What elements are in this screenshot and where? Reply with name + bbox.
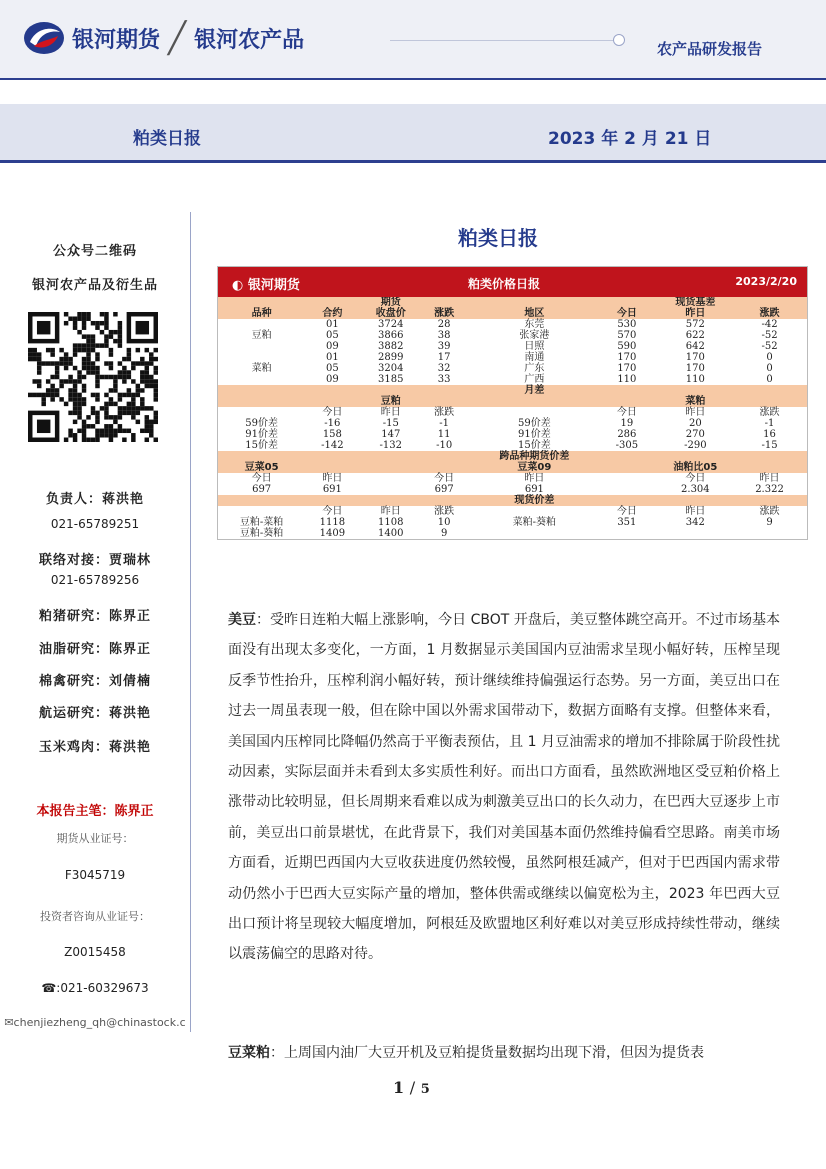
table-cell: 11 bbox=[437, 429, 451, 440]
table-cell: 91价差 bbox=[518, 429, 551, 440]
table-row bbox=[218, 495, 807, 506]
qr-code-icon bbox=[28, 312, 158, 442]
table-cell: 01 bbox=[325, 352, 339, 363]
table-cell bbox=[218, 374, 305, 385]
table-cell: 697 bbox=[252, 484, 272, 495]
table-cell bbox=[739, 528, 799, 539]
table-cell: 豆菜05 bbox=[218, 462, 305, 473]
sidebar-line: 棉禽研究：刘倩楠 bbox=[38, 674, 151, 689]
table-row bbox=[218, 528, 807, 539]
table-cell bbox=[305, 462, 359, 473]
table-cell bbox=[422, 462, 466, 473]
table-cell bbox=[800, 385, 807, 396]
galaxy-logo-icon bbox=[22, 20, 66, 56]
document-title: 粕类日报 bbox=[458, 226, 538, 250]
table-cell: 今日 bbox=[251, 473, 272, 484]
table-cell bbox=[800, 308, 807, 319]
table-cell bbox=[603, 473, 652, 484]
sidebar-line: 期货从业证号： bbox=[56, 832, 134, 845]
table-cell: 286 bbox=[617, 429, 637, 440]
table-cell bbox=[651, 528, 739, 539]
sidebar-line: 负责人：蒋洪艳 bbox=[45, 492, 144, 507]
table-cell bbox=[218, 396, 305, 407]
table-cell bbox=[603, 396, 652, 407]
table-logo: ◐ 银河期货 bbox=[232, 278, 300, 293]
table-title: 粕类价格日报 bbox=[468, 277, 541, 291]
table-cell bbox=[359, 462, 422, 473]
table-row bbox=[218, 407, 807, 418]
table-row bbox=[218, 308, 807, 319]
table-header bbox=[218, 267, 807, 297]
table-cell: 合约 bbox=[305, 308, 359, 319]
table-cell: 59价差 bbox=[518, 418, 551, 429]
table-cell: 33 bbox=[437, 374, 451, 385]
table-cell: 642 bbox=[685, 341, 705, 352]
table-cell: 17 bbox=[437, 352, 451, 363]
table-cell bbox=[422, 385, 466, 396]
sidebar-line: ☎:021-60329673 bbox=[41, 981, 149, 995]
table-cell bbox=[359, 473, 422, 484]
table-cell bbox=[800, 407, 807, 418]
table-cell bbox=[800, 297, 807, 308]
qr-title: 公众号二维码 bbox=[52, 244, 137, 259]
table-cell: 9 bbox=[766, 517, 773, 528]
table-cell bbox=[359, 451, 422, 462]
table-cell: -132 bbox=[379, 440, 402, 451]
table-cell: 今日 bbox=[322, 407, 343, 418]
table-cell bbox=[466, 407, 602, 418]
table-cell: 广东 bbox=[524, 363, 545, 374]
table-cell bbox=[305, 396, 359, 407]
table-cell bbox=[651, 495, 739, 506]
table-date: 2023/2/20 bbox=[735, 275, 797, 288]
report-date: 2023 年 2 月 21 日 bbox=[548, 129, 712, 149]
table-cell bbox=[466, 396, 602, 407]
table-cell: -305 bbox=[615, 440, 639, 451]
table-cell: 涨跌 bbox=[739, 308, 799, 319]
table-cell: 9 bbox=[440, 528, 448, 539]
qr-subtitle: 银河农产品及衍生品 bbox=[31, 278, 158, 293]
table-cell: -142 bbox=[321, 440, 344, 451]
table-cell: 昨日 bbox=[759, 473, 780, 484]
price-table bbox=[217, 266, 808, 540]
table-cell: 0 bbox=[766, 352, 773, 363]
brand-logo bbox=[22, 20, 304, 56]
table-cell bbox=[739, 495, 799, 506]
table-cell bbox=[218, 341, 305, 352]
table-row bbox=[218, 297, 807, 308]
table-row bbox=[218, 462, 807, 473]
table-cell bbox=[422, 495, 466, 506]
para-text: ：上周国内油厂大豆开机及豆粕提货量数据均出现下滑，但因为提货表 bbox=[270, 1045, 704, 1061]
sidebar-line: 航运研究：蒋洪艳 bbox=[38, 706, 151, 721]
table-cell: 3185 bbox=[378, 374, 404, 385]
table-cell: 10 bbox=[437, 517, 451, 528]
table-cell: 涨跌 bbox=[759, 407, 780, 418]
table-cell: 0 bbox=[766, 363, 773, 374]
table-cell: 570 bbox=[617, 330, 637, 341]
table-cell bbox=[466, 297, 602, 308]
table-row bbox=[218, 363, 807, 374]
table-cell bbox=[603, 297, 652, 308]
table-cell: 跨品种期货价差 bbox=[466, 451, 602, 462]
table-cell: 09 bbox=[325, 341, 339, 352]
table-cell: 170 bbox=[617, 352, 637, 363]
table-cell: 豆粕 bbox=[251, 330, 272, 341]
table-cell: 昨日 bbox=[685, 506, 706, 517]
table-cell: 地区 bbox=[466, 308, 602, 319]
table-cell bbox=[359, 385, 422, 396]
brand-name: 银河期货 bbox=[72, 27, 161, 53]
table-row bbox=[218, 352, 807, 363]
table-cell bbox=[603, 451, 652, 462]
table-cell: 3866 bbox=[378, 330, 404, 341]
table-cell: 147 bbox=[381, 429, 401, 440]
table-cell: 158 bbox=[322, 429, 342, 440]
table-cell: 豆粕-菜粕 bbox=[239, 517, 284, 528]
table-cell: 3204 bbox=[378, 363, 404, 374]
table-row bbox=[218, 484, 807, 495]
table-cell: 1108 bbox=[378, 517, 404, 528]
table-cell: 91价差 bbox=[245, 429, 278, 440]
table-cell bbox=[800, 517, 807, 528]
table-cell bbox=[305, 451, 359, 462]
table-cell bbox=[305, 495, 359, 506]
header-divider bbox=[0, 78, 826, 80]
table-cell: 品种 bbox=[218, 308, 305, 319]
page-total: 5 bbox=[420, 1082, 430, 1097]
table-cell: 01 bbox=[325, 319, 339, 330]
table-cell: 59价差 bbox=[245, 418, 278, 429]
table-cell: 170 bbox=[685, 363, 705, 374]
table-row bbox=[218, 330, 807, 341]
table-cell: 豆粕-葵粕 bbox=[239, 528, 284, 539]
table-cell bbox=[218, 319, 305, 330]
sidebar-line: 粕猪研究：陈界正 bbox=[38, 609, 151, 624]
table-cell bbox=[800, 418, 807, 429]
sidebar-line: ✉chenjiezheng_qh@chinastock.c bbox=[4, 1016, 186, 1029]
table-cell: 南通 bbox=[524, 352, 545, 363]
table-cell: 697 bbox=[434, 484, 454, 495]
table-cell: -42 bbox=[761, 319, 778, 330]
table-cell bbox=[218, 385, 305, 396]
table-cell: 16 bbox=[763, 429, 776, 440]
page-sep: / bbox=[409, 1078, 416, 1097]
table-cell bbox=[359, 484, 422, 495]
table-row bbox=[218, 319, 807, 330]
table-cell: 32 bbox=[437, 363, 451, 374]
table-cell: 110 bbox=[617, 374, 637, 385]
table-cell: 38 bbox=[437, 330, 451, 341]
table-cell: 昨日 bbox=[322, 473, 343, 484]
table-cell: 今日 bbox=[685, 473, 706, 484]
table-cell: 270 bbox=[685, 429, 705, 440]
table-row bbox=[218, 473, 807, 484]
sidebar-line: 021-65789251 bbox=[50, 517, 140, 531]
page-number bbox=[393, 1078, 430, 1097]
table-cell: -52 bbox=[761, 341, 778, 352]
table-cell: 691 bbox=[524, 484, 544, 495]
table-cell bbox=[422, 451, 466, 462]
header-deco-dot bbox=[613, 34, 625, 46]
table-cell: 广西 bbox=[524, 374, 545, 385]
table-cell: 今日 bbox=[616, 407, 637, 418]
table-cell: 今日 bbox=[603, 308, 652, 319]
table-cell bbox=[218, 352, 305, 363]
para-lead: 豆菜粕 bbox=[228, 1045, 270, 1061]
table-cell: 3724 bbox=[378, 319, 404, 330]
table-row bbox=[218, 451, 807, 462]
paragraph-soybean bbox=[228, 605, 780, 970]
table-cell bbox=[603, 462, 652, 473]
table-cell bbox=[603, 385, 652, 396]
table-cell bbox=[739, 385, 799, 396]
table-row bbox=[218, 440, 807, 451]
table-row bbox=[218, 341, 807, 352]
table-cell bbox=[466, 528, 602, 539]
sidebar-line: Z0015458 bbox=[64, 945, 126, 959]
table-cell bbox=[603, 484, 652, 495]
table-cell bbox=[800, 352, 807, 363]
table-cell: 110 bbox=[685, 374, 705, 385]
table-cell bbox=[422, 396, 466, 407]
table-cell: -1 bbox=[764, 418, 775, 429]
table-cell: 现货价差 bbox=[466, 495, 602, 506]
table-cell: 菜粕-葵粕 bbox=[512, 517, 557, 528]
table-cell: 昨日 bbox=[380, 506, 401, 517]
table-cell: 涨跌 bbox=[434, 407, 455, 418]
table-cell bbox=[800, 363, 807, 374]
table-cell: -16 bbox=[324, 418, 341, 429]
table-cell bbox=[739, 451, 799, 462]
table-row bbox=[218, 429, 807, 440]
table-cell bbox=[800, 506, 807, 517]
report-type: 农产品研发报告 bbox=[656, 40, 762, 58]
table-row bbox=[218, 396, 807, 407]
table-cell: 39 bbox=[437, 341, 451, 352]
brand-slash: ╱ bbox=[168, 20, 187, 56]
header-deco-line bbox=[390, 40, 615, 41]
table-cell: 昨日 bbox=[651, 308, 739, 319]
table-cell: 342 bbox=[685, 517, 705, 528]
sidebar-line: 油脂研究：陈界正 bbox=[38, 642, 151, 657]
page-current: 1 bbox=[393, 1078, 405, 1097]
sidebar-line: 玉米鸡肉：蒋洪艳 bbox=[38, 740, 151, 755]
sidebar-line: F3045719 bbox=[64, 868, 126, 882]
sidebar-line: 投资者咨询从业证号： bbox=[40, 910, 150, 923]
para-lead: 美豆 bbox=[228, 612, 257, 628]
table-cell bbox=[422, 297, 466, 308]
table-cell bbox=[800, 374, 807, 385]
table-cell: 2899 bbox=[378, 352, 404, 363]
table-cell bbox=[739, 396, 799, 407]
table-cell: -290 bbox=[684, 440, 707, 451]
table-cell: 今日 bbox=[434, 473, 455, 484]
table-row bbox=[218, 418, 807, 429]
table-cell: 09 bbox=[325, 374, 339, 385]
table-cell: 收盘价 bbox=[359, 308, 422, 319]
table-cell bbox=[800, 528, 807, 539]
table-cell: 19 bbox=[620, 418, 634, 429]
table-cell: -10 bbox=[436, 440, 453, 451]
table-cell: 3882 bbox=[378, 341, 404, 352]
table-cell: 东莞 bbox=[524, 319, 545, 330]
table-cell: 涨跌 bbox=[759, 506, 780, 517]
para-text: ：受昨日连粕大幅上涨影响，今日 CBOT 开盘后，美豆整体跳空高开。不过市场基本面没有出现太多变化，一方面，1 月数据显示美国国内豆油需求呈现小幅好转，压榨呈现反季节性抬升，压榨利润小幅好转，预计继续维持偏强运行态势。另一方面，美豆出口在过去一周虽表现一般，但在除中国以外需求国带动下，数据方面略有支撑。但整体来看，美国国内压榨同比降幅仍然高于平衡表预估，且 1 月豆油需求的增加不排除属于阶段性扰动因素，实际层面并未看到太多实质性利好。而出口方面看，虽然欧洲地区受豆粕价格上涨带动比较明显，但长周期来看难以成为刺激美豆出口的长久动力，在巴西大豆逐步上市前，美豆出口前景堪忧，在此背景下，我们对美国基本面仍然维持偏看空思路。南美市场方面看，近期巴西国内大豆收获进度仍然较慢，虽然阿根廷减产，但对于巴西国内需求带动仍然小于巴西大豆实际产量的增加，整体供需或继续以偏宽松为主，2023 年巴西大豆出口预计将呈现较大幅度增加，阿根廷及欧盟地区利好难以对美豆形成持续性带动，继续以震荡偏空的思路对待。 bbox=[228, 612, 781, 963]
table-cell: 昨日 bbox=[524, 473, 545, 484]
band-divider bbox=[0, 160, 826, 163]
sidebar-line: 本报告主笔：陈界正 bbox=[36, 804, 154, 819]
table-cell: 豆菜09 bbox=[466, 462, 602, 473]
table-cell bbox=[800, 473, 807, 484]
table-cell: 622 bbox=[685, 330, 705, 341]
table-cell bbox=[800, 495, 807, 506]
table-cell bbox=[603, 528, 652, 539]
band-title: 粕类日报 bbox=[133, 129, 201, 149]
table-cell bbox=[800, 462, 807, 473]
table-cell: 15价差 bbox=[245, 440, 278, 451]
paragraph-meal bbox=[228, 1038, 780, 1068]
table-cell bbox=[218, 297, 305, 308]
table-cell: 昨日 bbox=[380, 407, 401, 418]
table-cell: -15 bbox=[761, 440, 778, 451]
table-cell bbox=[466, 506, 602, 517]
table-cell: 572 bbox=[685, 319, 705, 330]
table-cell: 油粕比05 bbox=[651, 462, 739, 473]
table-cell: 28 bbox=[437, 319, 451, 330]
table-cell bbox=[800, 440, 807, 451]
table-row bbox=[218, 506, 807, 517]
table-cell bbox=[305, 385, 359, 396]
brand-sub: 银河农产品 bbox=[194, 27, 305, 53]
table-cell bbox=[359, 495, 422, 506]
sidebar-line: 021-65789256 bbox=[50, 573, 140, 587]
table-cell: 今日 bbox=[616, 506, 637, 517]
table-cell: 1400 bbox=[378, 528, 404, 539]
table-cell: 菜粕 bbox=[251, 363, 272, 374]
table-cell: 15价差 bbox=[518, 440, 551, 451]
table-cell bbox=[603, 495, 652, 506]
table-cell: 0 bbox=[766, 374, 773, 385]
table-cell: 今日 bbox=[322, 506, 343, 517]
table-cell: 170 bbox=[685, 352, 705, 363]
table-cell bbox=[651, 451, 739, 462]
table-cell: 张家港 bbox=[519, 330, 550, 341]
table-cell bbox=[800, 319, 807, 330]
table-cell: 1409 bbox=[319, 528, 346, 539]
table-cell: 590 bbox=[617, 341, 637, 352]
table-cell bbox=[739, 462, 799, 473]
table-cell bbox=[800, 429, 807, 440]
table-cell bbox=[739, 297, 799, 308]
table-cell: 351 bbox=[617, 517, 637, 528]
table-cell: 菜粕 bbox=[651, 396, 739, 407]
table-cell: 05 bbox=[325, 363, 339, 374]
table-cell: 691 bbox=[322, 484, 342, 495]
table-logo-text: 银河期货 bbox=[247, 278, 300, 293]
table-row bbox=[218, 374, 807, 385]
table-cell: 170 bbox=[617, 363, 637, 374]
sidebar-line: 联络对接：贾瑞林 bbox=[38, 553, 151, 568]
table-cell: 1118 bbox=[319, 517, 346, 528]
table-cell bbox=[218, 407, 305, 418]
table-cell: 涨跌 bbox=[434, 506, 455, 517]
table-row bbox=[218, 385, 807, 396]
table-cell bbox=[218, 495, 305, 506]
table-cell: -1 bbox=[439, 418, 450, 429]
table-cell: 日照 bbox=[524, 341, 545, 352]
table-cell: 2.304 bbox=[681, 484, 710, 495]
table-cell: 期货 bbox=[359, 297, 422, 308]
table-cell bbox=[218, 451, 305, 462]
table-cell: 05 bbox=[325, 330, 339, 341]
table-cell bbox=[651, 385, 739, 396]
table-cell bbox=[800, 451, 807, 462]
table-cell: 20 bbox=[688, 418, 702, 429]
table-cell bbox=[800, 341, 807, 352]
table-cell: 530 bbox=[617, 319, 637, 330]
price-grid bbox=[218, 297, 807, 539]
table-cell: -15 bbox=[382, 418, 399, 429]
table-cell bbox=[800, 396, 807, 407]
table-cell: -52 bbox=[761, 330, 778, 341]
table-cell bbox=[305, 297, 359, 308]
table-cell bbox=[800, 484, 807, 495]
table-row bbox=[218, 517, 807, 528]
table-cell: 昨日 bbox=[685, 407, 706, 418]
table-cell: 2.322 bbox=[755, 484, 784, 495]
table-cell bbox=[218, 506, 305, 517]
table-cell: 月差 bbox=[466, 385, 602, 396]
table-cell: 豆粕 bbox=[359, 396, 422, 407]
sidebar-divider bbox=[190, 212, 191, 1032]
table-cell: 涨跌 bbox=[422, 308, 466, 319]
table-cell bbox=[800, 330, 807, 341]
table-cell: 现货基差 bbox=[651, 297, 739, 308]
